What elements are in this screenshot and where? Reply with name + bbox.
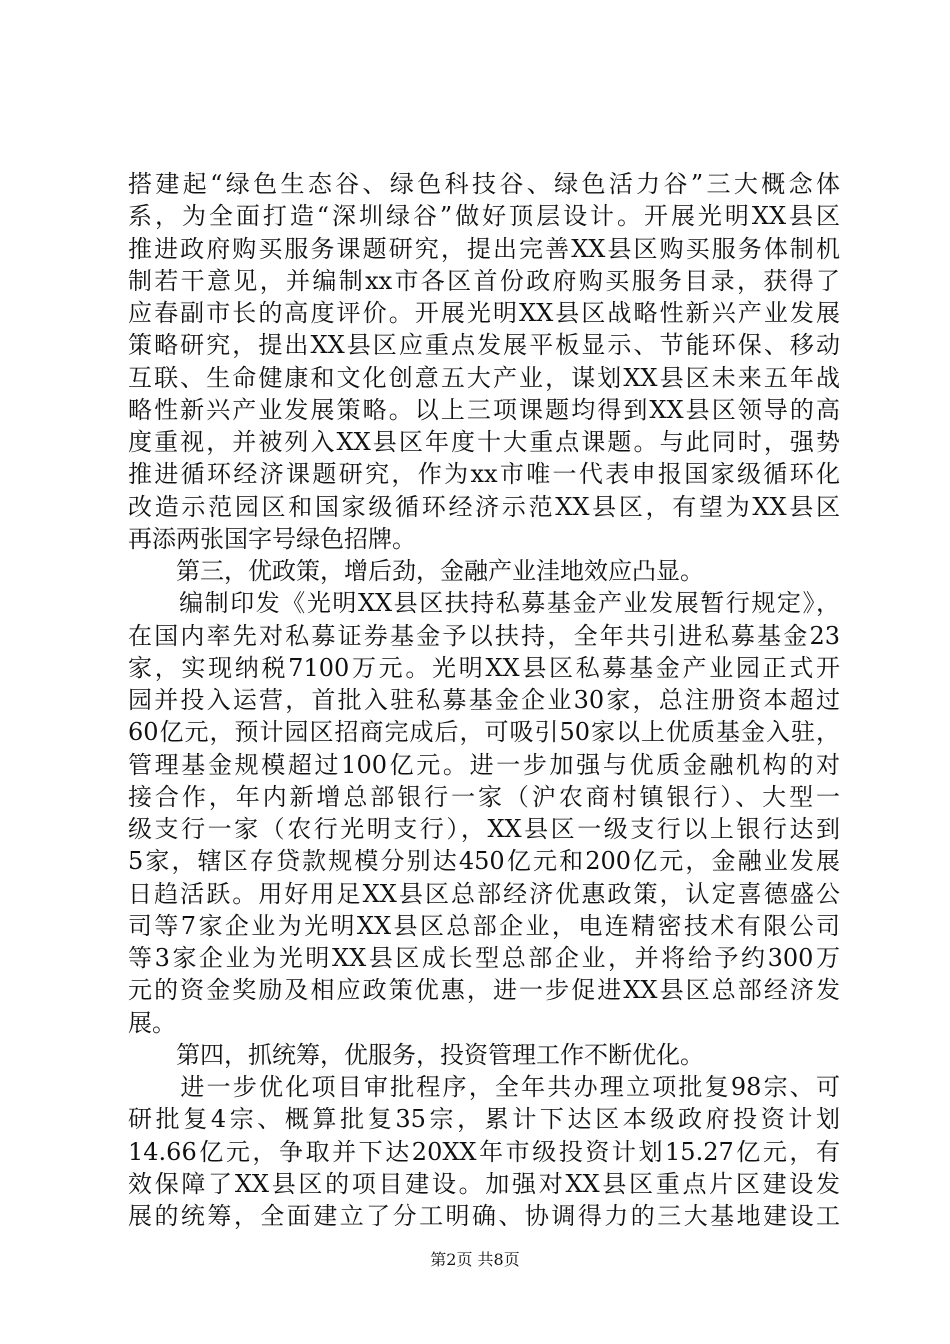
text-line: 进一步优化项目审批程序，全年共办理立项批复98宗、可 bbox=[128, 1073, 840, 1101]
text-line: 系，为全面打造“深圳绿谷”做好顶层设计。开展光明XX县区 bbox=[128, 202, 840, 231]
text-line: 改造示范园区和国家级循环经济示范XX县区，有望为XX县区 bbox=[128, 492, 840, 521]
text-line: 司等7家企业为光明XX县区总部企业，电连精密技术有限公司 bbox=[128, 911, 840, 940]
text-line: 搭建起“绿色生态谷、绿色科技谷、绿色活力谷”三大概念体 bbox=[128, 170, 840, 198]
text-line: 度重视，并被列入XX县区年度十大重点课题。与此同时，强势 bbox=[128, 428, 840, 456]
text-line: 14.66亿元，争取并下达20XX年市级投资计划15.27亿元，有 bbox=[128, 1137, 840, 1166]
text-line: 编制印发《光明XX县区扶持私募基金产业发展暂行规定》， bbox=[128, 589, 840, 618]
text-line: 管理基金规模超过100亿元。进一步加强与优质金融机构的对 bbox=[128, 750, 840, 779]
text-line: 日趋活跃。用好用足XX县区总部经济优惠政策，认定喜德盛公 bbox=[128, 879, 840, 908]
text-line: 应春副市长的高度评价。开展光明XX县区战略性新兴产业发展 bbox=[128, 299, 840, 327]
text-line: 效保障了XX县区的项目建设。加强对XX县区重点片区建设发 bbox=[128, 1169, 840, 1198]
text-line: 第三，优政策，增后劲，金融产业洼地效应凸显。 bbox=[128, 557, 704, 585]
text-line: 家，实现纳税7100万元。光明XX县区私募基金产业园正式开 bbox=[128, 653, 840, 682]
text-line: 推进循环经济课题研究，作为xx市唯一代表申报国家级循环化 bbox=[128, 460, 840, 489]
text-line: 策略研究，提出XX县区应重点发展平板显示、节能环保、移动 bbox=[128, 331, 840, 360]
text-line: 元的资金奖励及相应政策优惠，进一步促进XX县区总部经济发 bbox=[128, 976, 840, 1005]
text-line: 展。 bbox=[128, 1008, 176, 1037]
text-line: 展的统筹，全面建立了分工明确、协调得力的三大基地建设工 bbox=[128, 1202, 840, 1230]
text-line: 略性新兴产业发展策略。以上三项课题均得到XX县区领导的高 bbox=[128, 395, 840, 424]
text-line: 推进政府购买服务课题研究，提出完善XX县区购买服务体制机 bbox=[128, 234, 840, 263]
page-footer: 第2页 共8页 bbox=[430, 1250, 520, 1269]
text-line: 再添两张国字号绿色招牌。 bbox=[128, 524, 416, 553]
text-line: 5家，辖区存贷款规模分别达450亿元和200亿元，金融业发展 bbox=[128, 847, 840, 876]
text-line: 研批复4宗、概算批复35宗，累计下达区本级政府投资计划 bbox=[128, 1105, 840, 1134]
text-line: 接合作，年内新增总部银行一家（沪农商村镇银行）、大型一 bbox=[128, 782, 840, 811]
text-line: 60亿元，预计园区招商完成后，可吸引50家以上优质基金入驻， bbox=[128, 718, 840, 747]
text-line: 等3家企业为光明XX县区成长型总部企业，并将给予约300万 bbox=[128, 944, 840, 972]
text-line: 第四，抓统筹，优服务，投资管理工作不断优化。 bbox=[128, 1040, 704, 1069]
text-line: 在国内率先对私募证券基金予以扶持，全年共引进私募基金23 bbox=[128, 621, 840, 650]
document-body bbox=[128, 168, 840, 1232]
text-line: 园并投入运营，首批入驻私募基金企业30家，总注册资本超过 bbox=[128, 686, 840, 714]
text-line: 互联、生命健康和文化创意五大产业，谋划XX县区未来五年战 bbox=[128, 363, 840, 392]
text-line: 级支行一家（农行光明支行），XX县区一级支行以上银行达到 bbox=[128, 815, 840, 843]
text-line: 制若干意见，并编制xx市各区首份政府购买服务目录，获得了 bbox=[128, 266, 840, 295]
